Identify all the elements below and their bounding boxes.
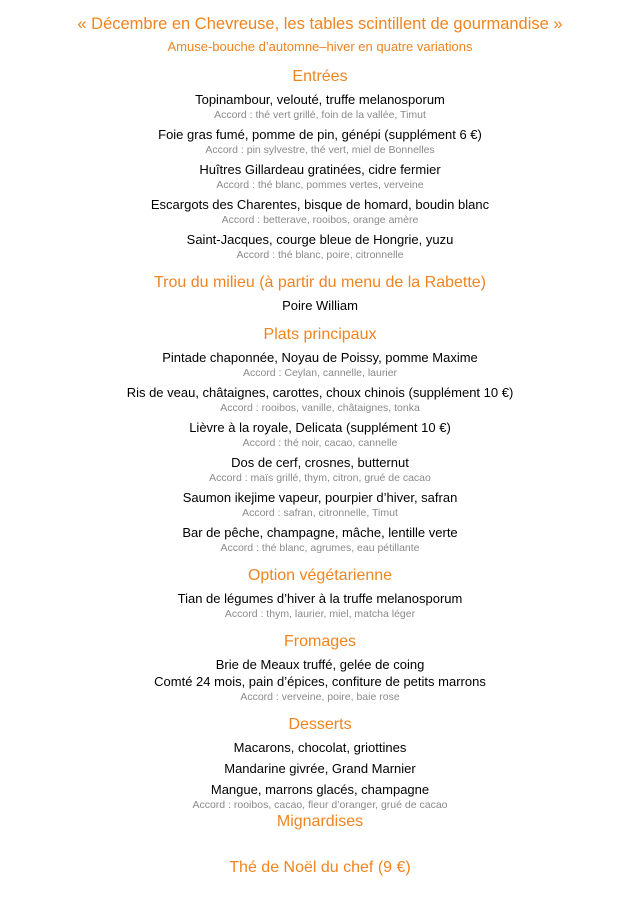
section-title: Option végétarienne (247, 567, 393, 584)
dish-item (0, 590, 640, 621)
dish-name: Foie gras fumé, pomme de pin, génépi (supplément 6 €) (158, 127, 482, 142)
dish-item (0, 349, 640, 380)
dish-pairing: Accord : verveine, poire, baie rose (240, 691, 400, 703)
dish-name: Huîtres Gillardeau gratinées, cidre fermier (199, 162, 441, 177)
section-title: Thé de Noël du chef (9 €) (229, 859, 411, 876)
menu-subtitle: Amuse-bouche d’automne–hiver en quatre variations (167, 39, 473, 54)
dish-name: Mandarine givrée, Grand Marnier (224, 761, 416, 776)
dish-name: Lièvre à la royale, Delicata (supplément 10 €) (189, 420, 451, 435)
section-vegetarian (0, 566, 640, 621)
dish-item (0, 161, 640, 192)
menu-title: « Décembre en Chevreuse, les tables scintillent de gourmandise » (77, 15, 563, 33)
dish-pairing: Accord : thé noir, cacao, cannelle (242, 437, 398, 449)
dish-item (0, 384, 640, 415)
dish-pairing: Accord : maïs grillé, thym, citron, grué de cacao (209, 472, 431, 484)
section-entrees (0, 67, 640, 262)
dish-pairing: Accord : thé blanc, agrumes, eau pétillante (220, 542, 420, 554)
dish-item (0, 454, 640, 485)
dish-name: Mangue, marrons glacés, champagne (210, 782, 430, 797)
dish-name: Escargots des Charentes, bisque de homard, boudin blanc (150, 197, 490, 212)
dish-pairing: Accord : Ceylan, cannelle, laurier (242, 367, 398, 379)
dish-pairing: Accord : thé blanc, pommes vertes, verveine (216, 179, 424, 191)
dish-item (0, 489, 640, 520)
dish-pairing: Accord : pin sylvestre, thé vert, miel de Bonnelles (205, 144, 435, 156)
section-fromages (0, 632, 640, 704)
section-title: Trou du milieu (à partir du menu de la Rabette) (153, 274, 486, 291)
dish-name: Comté 24 mois, pain d’épices, confiture de petits marrons (154, 674, 486, 689)
dish-item (0, 656, 640, 704)
dish-name: Pintade chaponnée, Noyau de Poissy, pomme Maxime (162, 350, 478, 365)
dish-pairing: Accord : thé blanc, poire, citronnelle (236, 249, 404, 261)
section-mignardises (0, 812, 640, 832)
dish-name: Saint-Jacques, courge bleue de Hongrie, yuzu (186, 232, 454, 247)
section-title: Desserts (288, 716, 352, 733)
section-title: Fromages (283, 633, 357, 650)
dish-item (0, 231, 640, 262)
section-desserts (0, 715, 640, 812)
dish-item (0, 524, 640, 555)
section-trou (0, 273, 640, 314)
dish-pairing: Accord : thé vert grillé, foin de la vallée, Timut (214, 109, 426, 121)
dish-item (0, 126, 640, 157)
dish-name: Dos de cerf, crosnes, butternut (231, 455, 409, 470)
section-title: Entrées (292, 68, 348, 85)
dish-name: Tian de légumes d’hiver à la truffe melanosporum (177, 591, 463, 606)
dish-item (0, 419, 640, 450)
dish-name: Poire William (282, 298, 358, 313)
section-plats (0, 325, 640, 555)
dish-name: Bar de pêche, champagne, mâche, lentille verte (182, 525, 458, 540)
section-title: Plats principaux (263, 326, 377, 343)
dish-item (0, 739, 640, 756)
dish-pairing: Accord : betterave, rooibos, orange amère (221, 214, 419, 226)
dish-item (0, 297, 640, 314)
section-title: Mignardises (276, 813, 364, 830)
dish-item (0, 760, 640, 777)
dish-pairing: Accord : thym, laurier, miel, matcha léger (224, 608, 416, 620)
dish-item (0, 781, 640, 812)
dish-pairing: Accord : rooibos, vanille, châtaignes, tonka (220, 402, 420, 414)
dish-name: Saumon ikejime vapeur, pourpier d’hiver, safran (182, 490, 458, 505)
section-the-noel (0, 858, 640, 878)
dish-name: Brie de Meaux truffé, gelée de coing (215, 657, 425, 672)
dish-pairing: Accord : safran, citronnelle, Timut (242, 507, 398, 519)
dish-name: Topinambour, velouté, truffe melanosporum (195, 92, 445, 107)
dish-name: Ris de veau, châtaignes, carottes, choux chinois (supplément 10 €) (126, 385, 514, 400)
dish-item (0, 196, 640, 227)
dish-name: Macarons, chocolat, griottines (233, 740, 407, 755)
dish-pairing: Accord : rooibos, cacao, fleur d’oranger, grué de cacao (192, 799, 448, 811)
dish-item (0, 91, 640, 122)
